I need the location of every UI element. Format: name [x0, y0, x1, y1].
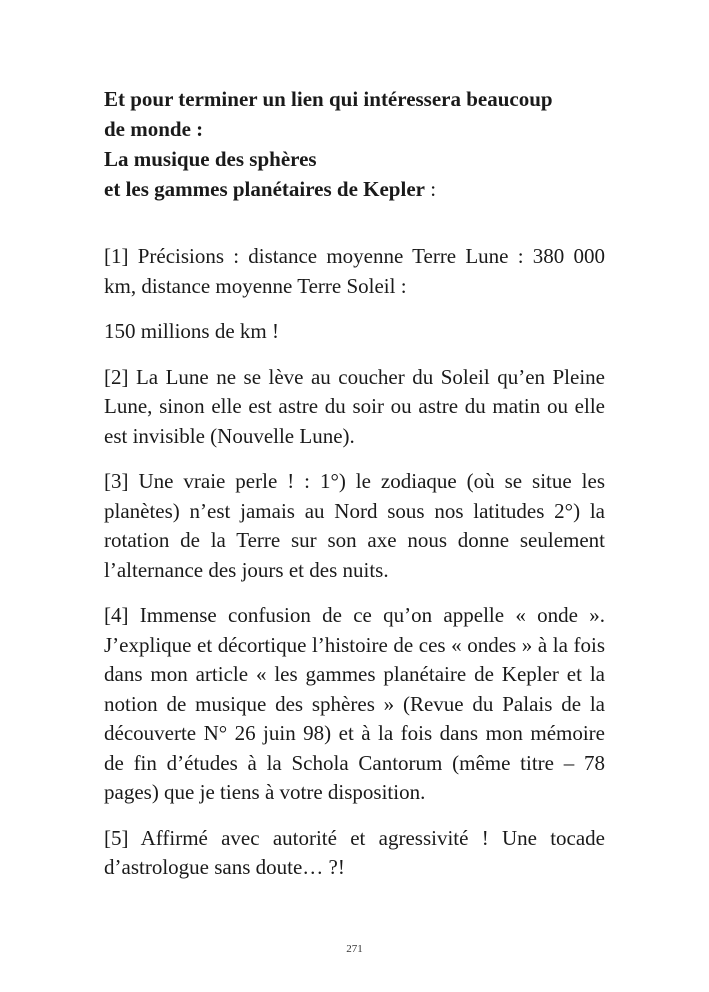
section-heading — [104, 84, 605, 204]
heading-line-1: Et pour terminer un lien qui intéressera beaucoup — [104, 87, 553, 111]
heading-line-2: de monde : — [104, 117, 204, 141]
footnote-1: [1] Précisions : distance moyenne Terre Lune : 380 000 km, distance moyenne Terre Soleil : — [104, 244, 605, 298]
page-number: 271 — [346, 943, 363, 955]
footnote-5: [5] Affirmé avec autorité et agressivité ! Une tocade d’astrologue sans doute… ?! — [104, 825, 605, 879]
heading-line-4-text: et les gammes planétaires de Kepler — [104, 177, 425, 201]
heading-line-3: La musique des sphères — [104, 147, 317, 171]
page-body — [104, 84, 605, 899]
footnotes — [104, 242, 605, 883]
heading-line-4 — [104, 174, 605, 204]
footnote-3: [3] Une vraie perle ! : 1°) le zodiaque (où se situe les planètes) n’est jamais au Nord sous nos latitudes 2°) la rotation de la Terre sur son axe nous donne seulement l’alternance des jours et des nuits. — [104, 469, 605, 582]
footnote-1-continued: 150 millions de km ! — [104, 319, 279, 343]
footnote-2: [2] La Lune ne se lève au coucher du Soleil qu’en Pleine Lune, sinon elle est astre du soir ou astre du matin ou elle est invisible (Nouvelle Lune). — [104, 364, 605, 448]
footnote-4: [4] Immense confusion de ce qu’on appelle « onde ». J’explique et décortique l’histoire de ces « ondes » à la fois dans mon article « les gammes planétaire de Kepler et la notion de musique des sphères » (Revue du Palais de la découverte N° 26 juin 98) et à la fois dans mon mémoire de fin d’études à la Schola Cantorum (même titre – 78 pages) que je tiens à votre disposition. — [104, 603, 605, 804]
heading-line-4-colon: : — [424, 177, 437, 201]
